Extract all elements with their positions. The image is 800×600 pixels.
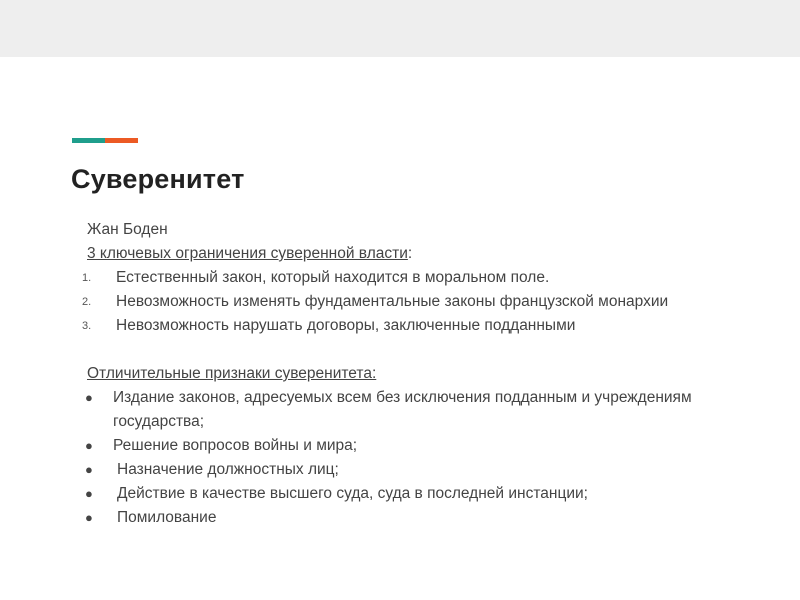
author-line: Жан Боден [87, 221, 168, 238]
list-item [82, 482, 702, 506]
list-item-text: Невозможность изменять фундаментальные законы французской монархии [116, 293, 669, 310]
spacer [82, 338, 702, 362]
limits-heading-colon: : [407, 245, 413, 262]
features-heading-line [82, 362, 702, 386]
slide-body [82, 218, 702, 530]
list-item [82, 458, 702, 482]
bullet-icon: ● [85, 390, 93, 405]
list-item [82, 386, 702, 434]
limits-list [82, 266, 702, 338]
list-item [82, 290, 702, 314]
list-number: 3. [82, 320, 92, 332]
list-number: 1. [82, 272, 92, 284]
list-number: 2. [82, 296, 92, 308]
list-item [82, 266, 702, 290]
list-item-text: Естественный закон, который находится в моральном поле. [116, 269, 550, 286]
title-accent-bar [72, 138, 138, 143]
limits-heading-line [82, 242, 702, 266]
features-heading: Отличительные признаки суверенитета: [87, 365, 377, 382]
list-item-text: Решение вопросов войны и мира; [113, 437, 358, 454]
list-item [82, 506, 702, 530]
limits-heading: 3 ключевых ограничения суверенной власти [87, 245, 408, 262]
bullet-icon: ● [85, 438, 93, 453]
accent-orange-segment [105, 138, 138, 143]
bullet-icon: ● [85, 462, 93, 477]
bullet-icon: ● [85, 486, 93, 501]
top-band [0, 0, 800, 57]
bullet-icon: ● [85, 510, 93, 525]
features-list [82, 386, 702, 530]
slide-title: Суверенитет [71, 164, 245, 194]
list-item [82, 314, 702, 338]
list-item-text: Невозможность нарушать договоры, заключенные подданными [116, 317, 576, 334]
list-item-text: Действие в качестве высшего суда, суда в последней инстанции; [117, 485, 588, 502]
list-item-text: Издание законов, адресуемых всем без исключения подданным и учреждениям государства; [113, 389, 692, 430]
list-item-text: Назначение должностных лиц; [117, 461, 339, 478]
list-item-text: Помилование [117, 509, 217, 526]
list-item [82, 434, 702, 458]
accent-teal-segment [72, 138, 105, 143]
